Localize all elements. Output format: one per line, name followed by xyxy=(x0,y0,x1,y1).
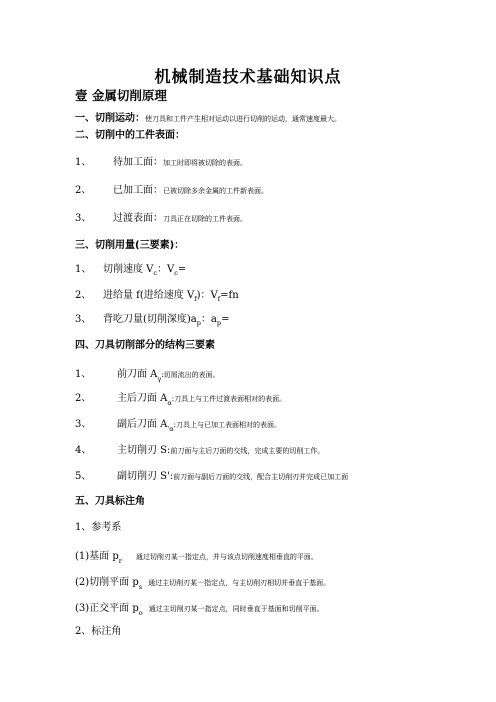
item-number: 3、 xyxy=(75,419,92,430)
item-text: = xyxy=(221,314,230,325)
list-item xyxy=(75,570,330,591)
item-label: 主切削刃 S: xyxy=(117,445,171,456)
section-heading: 一、切削运动： xyxy=(75,113,145,124)
item-number: 5、 xyxy=(75,471,92,482)
subscript: α xyxy=(167,399,172,408)
subscript: 'α xyxy=(167,425,174,434)
document-title: 机械制造技术基础知识点 xyxy=(154,67,342,86)
item-text: ：a xyxy=(200,314,217,325)
item-label: 副切削刃 S': xyxy=(117,471,174,482)
subscript: f xyxy=(194,295,197,303)
item-label: 主后刀面 A xyxy=(117,393,168,404)
item-text: ：V xyxy=(157,264,175,275)
item-number: 1、 xyxy=(75,157,92,168)
item-label: 基面 p xyxy=(89,551,119,562)
list-item xyxy=(75,150,247,169)
list-item xyxy=(75,286,239,303)
subscript: f xyxy=(217,295,221,303)
item-label: 正交平面 p xyxy=(89,603,139,614)
item-desc: :刀具上与工件过渡表面相对的表面。 xyxy=(171,395,287,403)
subscript: p xyxy=(216,319,222,327)
item-label: 副后刀面 A xyxy=(117,419,168,430)
item-number: (1) xyxy=(75,551,90,562)
subscript: c xyxy=(153,269,158,277)
list-item xyxy=(75,260,186,277)
section-heading: 三、切削用量(三要素)： xyxy=(75,240,185,251)
item-desc: 刀具正在切除的工件表面。 xyxy=(163,215,247,223)
item-number: 1、 xyxy=(75,264,92,275)
item-number: 4、 xyxy=(75,445,92,456)
item-number: 3、 xyxy=(75,314,92,325)
list-item xyxy=(75,438,324,457)
item-desc: 通过主切削刃某一指定点，与主切削刃相切并垂直于基面。 xyxy=(148,579,331,587)
item-desc: 前刀面与副后刀面的交线，配合主切削刃并完成已加工面 xyxy=(173,473,349,481)
item-text: 切削速度 V xyxy=(103,264,154,275)
section-text: 使刀具和工件产生相对运动以进行切削的运动，通常速度最大。 xyxy=(145,115,341,123)
item-number: 3、 xyxy=(75,213,92,224)
item-label: 待加工面： xyxy=(113,157,163,168)
list-item xyxy=(75,386,286,407)
list-item xyxy=(75,464,348,483)
item-desc: :刀具上与已加工表面相对的表面。 xyxy=(173,421,281,429)
item-number: 1、 xyxy=(75,369,92,380)
item-label: 已加工面： xyxy=(113,185,163,196)
item-number: (3) xyxy=(75,603,90,614)
section-heading: 四、刀具切削部分的结构三要素 xyxy=(75,340,215,351)
item-desc: 前刀面与主后刀面的交线，完成主要的切削工作。 xyxy=(170,447,325,455)
subscript: s xyxy=(138,583,143,592)
item-desc: 通过主切削刃某一指定点，同时垂直于基面和切削平面。 xyxy=(148,605,324,613)
item-label: 切削平面 p xyxy=(89,577,139,588)
item-text: 进给量 f(进给速度 V xyxy=(103,290,195,301)
item-desc: 加工时即将被切除的表面。 xyxy=(163,159,247,167)
item-label: 前刀面 A xyxy=(117,369,158,380)
item-label: 过渡表面： xyxy=(113,213,163,224)
item-text: =fn xyxy=(220,290,239,301)
subscript: p xyxy=(196,319,201,327)
list-item xyxy=(75,544,318,565)
item-number: (2) xyxy=(75,577,90,588)
item-desc: 通过切削刃某一指定点，并与该点切削速度相垂直的平面。 xyxy=(135,553,318,561)
item-number: 2、 xyxy=(75,393,92,404)
list-item xyxy=(75,362,220,383)
list-item xyxy=(75,206,247,225)
subsection-heading: 2、标注角 xyxy=(75,626,122,637)
item-number: 2、 xyxy=(75,290,92,301)
subsection-heading: 1、参考系 xyxy=(75,522,122,533)
subscript: c xyxy=(174,269,178,277)
section-heading: 五、刀具标注角 xyxy=(75,496,145,507)
subscript: o xyxy=(138,609,143,618)
item-text: = xyxy=(177,264,187,275)
item-desc: 已被切除多余金属的工件新表面。 xyxy=(163,187,268,195)
section-cutting-motion xyxy=(75,106,341,125)
section-heading: 二、切削中的工件表面： xyxy=(75,130,185,141)
chapter-heading: 壹 金属切削原理 xyxy=(75,88,167,103)
list-item xyxy=(75,412,281,433)
subscript: r xyxy=(118,557,122,566)
item-text: 背吃刀量(切削深度)a xyxy=(103,314,197,325)
list-item xyxy=(75,596,324,617)
item-desc: :切屑流出的表面。 xyxy=(161,371,220,379)
list-item xyxy=(75,310,229,327)
list-item xyxy=(75,178,268,197)
item-text: )：V xyxy=(196,290,218,301)
subscript: γ xyxy=(157,375,162,384)
item-number: 2、 xyxy=(75,185,92,196)
